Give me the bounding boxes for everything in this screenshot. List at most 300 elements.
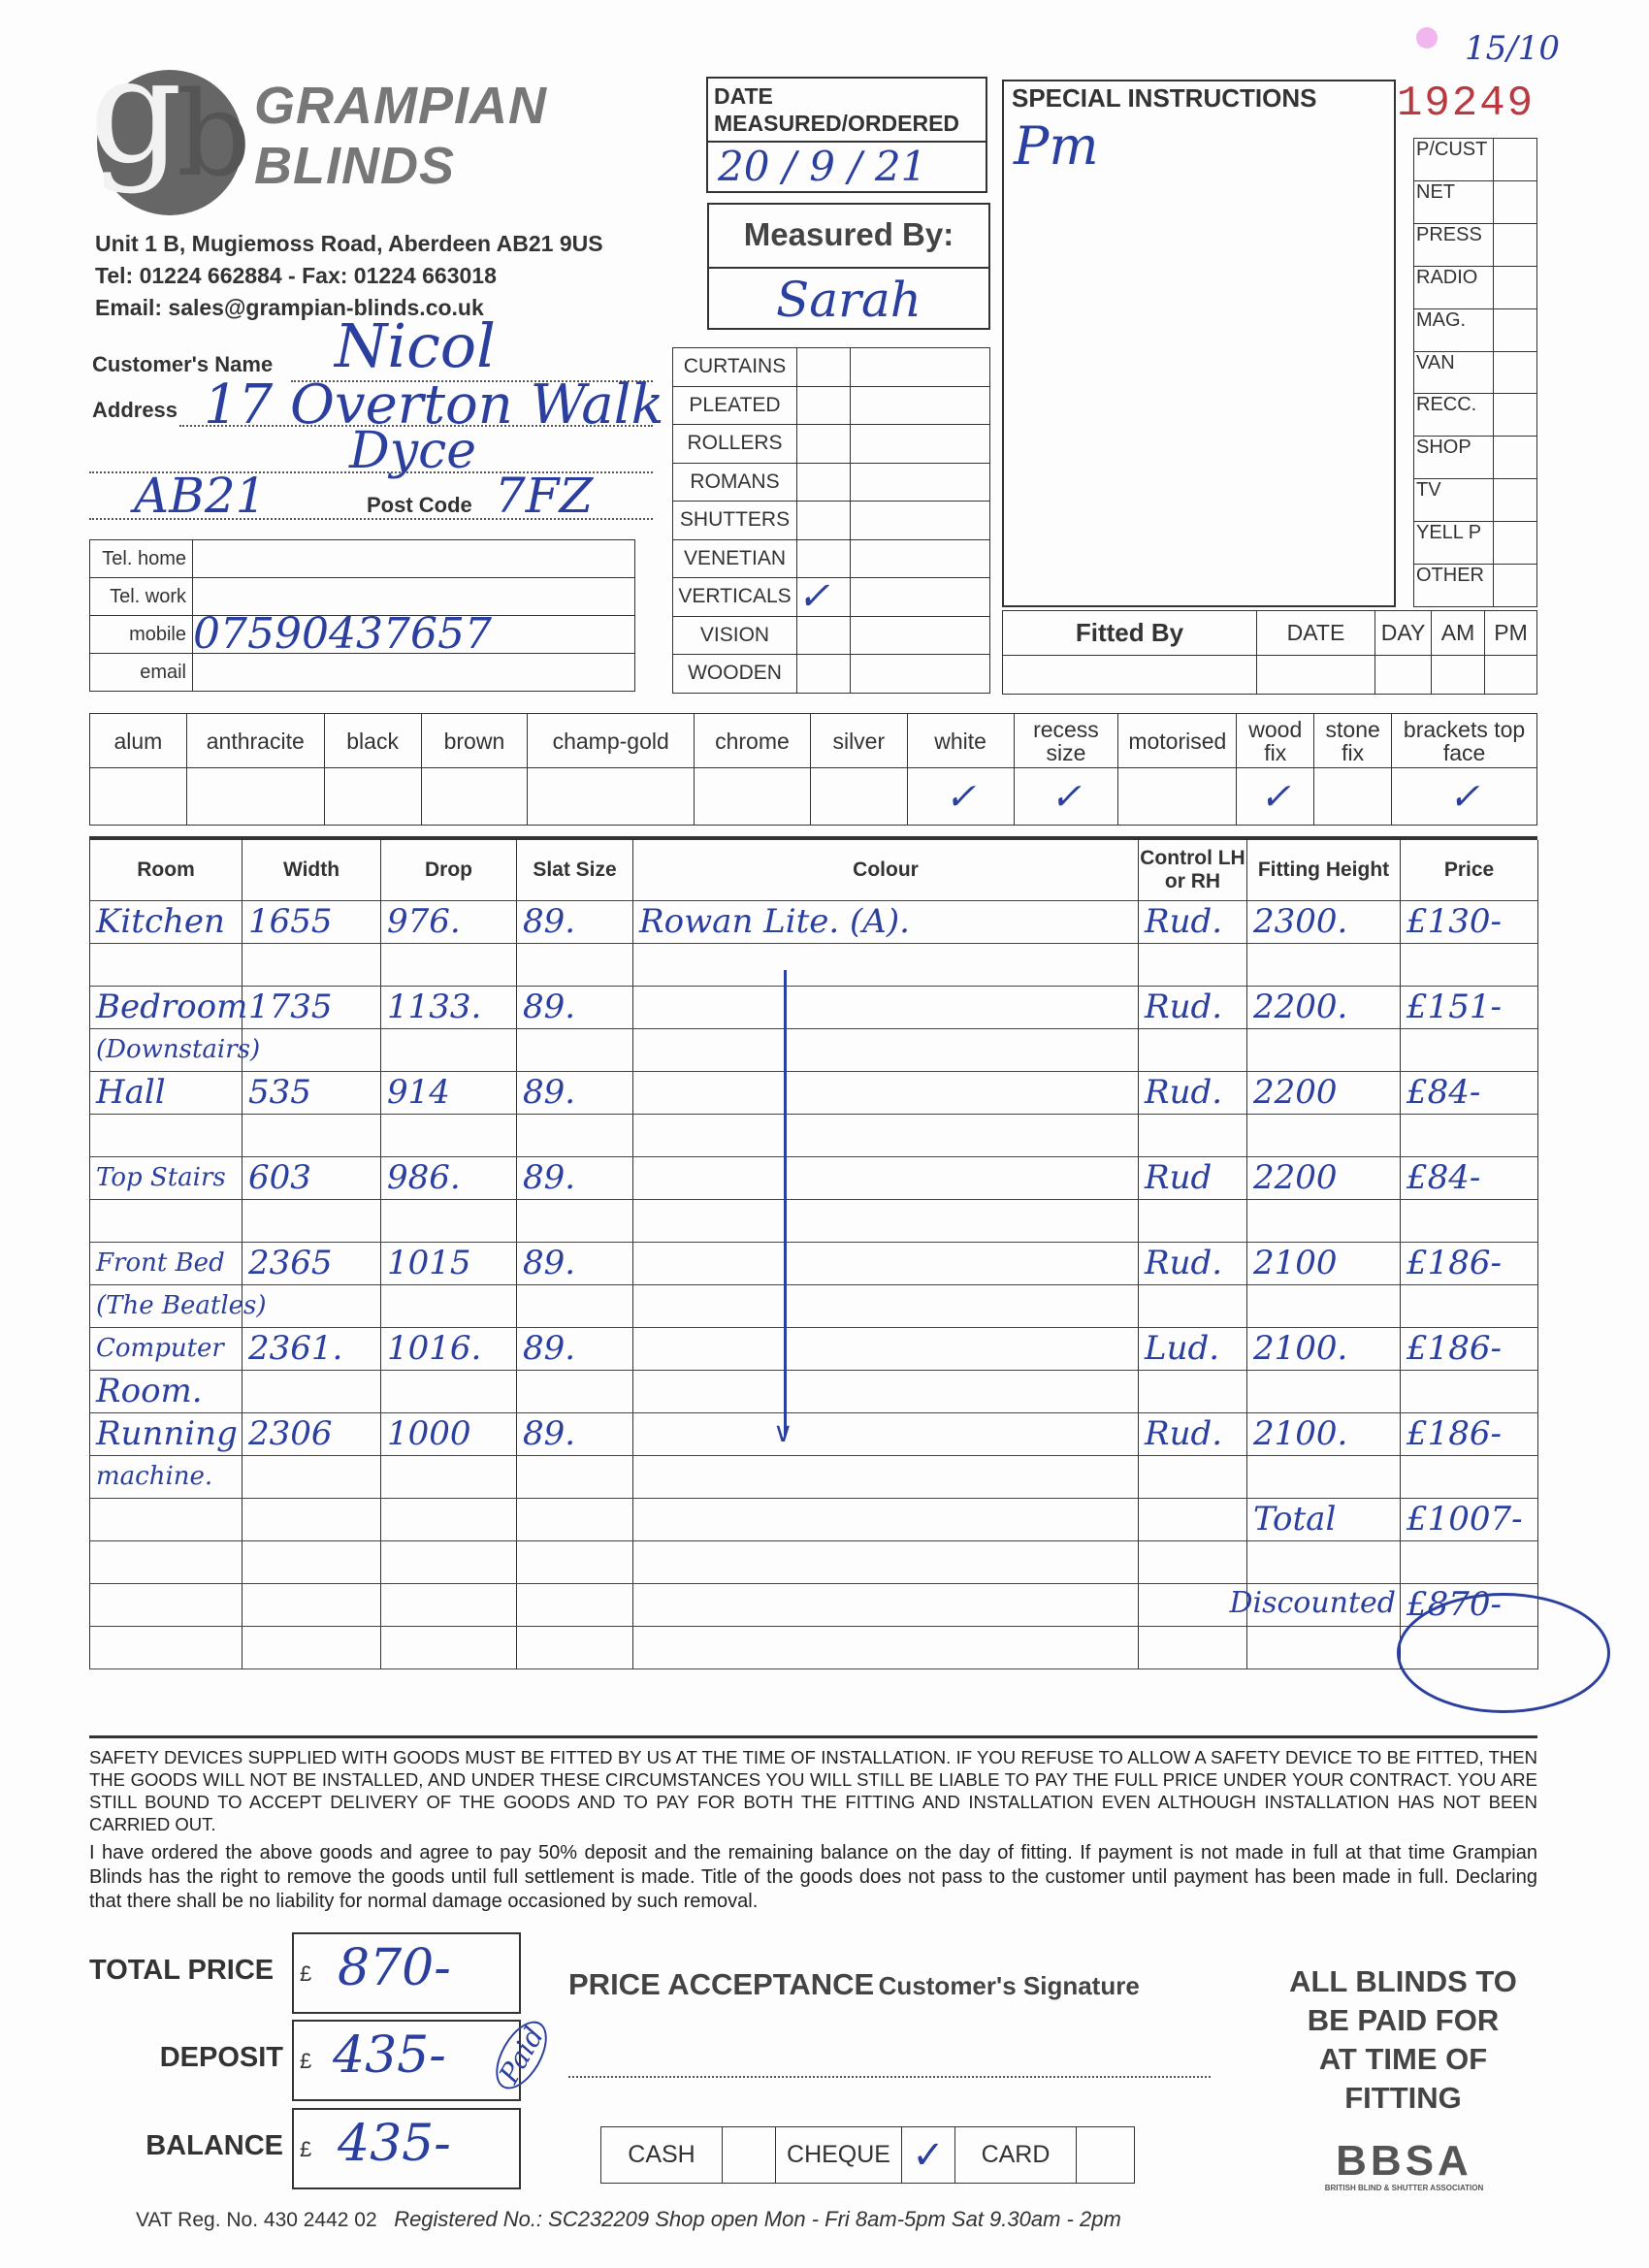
table-cell[interactable] xyxy=(381,1028,517,1071)
balance-value: 435- xyxy=(338,2115,451,2173)
table-cell[interactable] xyxy=(381,1284,517,1327)
lead-source-row xyxy=(1414,308,1537,351)
product-type-row xyxy=(673,425,990,464)
table-cell[interactable]: 535 xyxy=(242,1071,381,1114)
product-type-label: SHUTTERS xyxy=(673,502,797,540)
table-cell[interactable]: £84- xyxy=(1401,1156,1538,1199)
table-cell[interactable]: (The Beatles) xyxy=(90,1284,242,1327)
table-cell[interactable]: 89. xyxy=(517,1327,633,1370)
lead-source-row xyxy=(1414,139,1537,181)
fitted-date-label: DATE xyxy=(1257,611,1375,656)
table-cell[interactable] xyxy=(1247,943,1401,986)
product-type-label: WOODEN xyxy=(673,655,797,694)
table-cell[interactable] xyxy=(517,1199,633,1242)
table-cell[interactable] xyxy=(242,1540,381,1583)
lead-source-label: RADIO xyxy=(1414,266,1494,308)
table-cell[interactable] xyxy=(1401,1114,1538,1156)
table-cell[interactable] xyxy=(1139,1028,1247,1071)
table-cell[interactable]: 2200 xyxy=(1247,1156,1401,1199)
lead-source-row xyxy=(1414,394,1537,437)
lead-source-row xyxy=(1414,223,1537,266)
balance-field[interactable] xyxy=(292,2108,521,2189)
product-type-qty[interactable] xyxy=(851,463,990,502)
product-type-label: ROMANS xyxy=(673,463,797,502)
column-header: Control LH or RH xyxy=(1139,840,1247,900)
table-cell[interactable] xyxy=(633,1583,1139,1626)
fitted-by-field[interactable] xyxy=(1003,656,1257,695)
finish-option-checkbox[interactable] xyxy=(1314,768,1392,826)
product-type-row xyxy=(673,616,990,655)
table-cell[interactable] xyxy=(517,1028,633,1071)
notice-line: AT TIME OF xyxy=(1318,2042,1488,2076)
lead-source-label: PRESS xyxy=(1414,223,1494,266)
product-type-qty[interactable] xyxy=(851,425,990,464)
table-cell[interactable] xyxy=(633,1498,1139,1540)
lead-source-checkbox[interactable] xyxy=(1494,308,1537,351)
table-row xyxy=(90,1455,1538,1498)
table-cell[interactable]: Rud. xyxy=(1139,1242,1247,1284)
finish-option-checkbox[interactable]: ✓ xyxy=(907,768,1014,826)
table-cell[interactable]: 976. xyxy=(381,900,517,943)
product-type-qty[interactable] xyxy=(851,348,990,387)
lead-source-label: MAG. xyxy=(1414,308,1494,351)
contact-value[interactable] xyxy=(193,654,635,692)
table-cell[interactable] xyxy=(1401,1284,1538,1327)
lead-source-checkbox[interactable] xyxy=(1494,266,1537,308)
table-cell[interactable] xyxy=(1139,943,1247,986)
table-cell[interactable] xyxy=(517,1114,633,1156)
table-cell[interactable] xyxy=(1401,1455,1538,1498)
table-cell[interactable] xyxy=(381,1199,517,1242)
table-row xyxy=(90,1284,1538,1327)
table-cell[interactable] xyxy=(381,1370,517,1412)
postcode-suffix-value[interactable]: 7FZ xyxy=(495,468,594,524)
finish-options-table xyxy=(89,713,1544,826)
price-acceptance xyxy=(568,1967,1140,2002)
column-header: Drop xyxy=(381,840,517,900)
table-cell[interactable]: Computer xyxy=(90,1327,242,1370)
table-cell-text: Discounted xyxy=(1229,1585,1396,1620)
table-cell[interactable] xyxy=(90,943,242,986)
date-measured-value[interactable]: 20 / 9 / 21 xyxy=(718,143,927,190)
card-label: CARD xyxy=(955,2127,1077,2184)
signature-line[interactable] xyxy=(568,2076,1211,2078)
table-cell[interactable] xyxy=(517,1370,633,1412)
table-cell[interactable]: £186- xyxy=(1401,1412,1538,1455)
product-type-qty[interactable] xyxy=(851,502,990,540)
finish-option-checkbox[interactable]: ✓ xyxy=(1392,768,1537,826)
safety-disclaimer: SAFETY DEVICES SUPPLIED WITH GOODS MUST BE FITTED BY US AT THE TIME OF INSTALLATION. IF YOU REFUSE TO ALLOW A SAFETY DEVICE TO BE FITTED, THEN THE GOODS WILL NOT BE INSTALLED, AND UNDER THESE CIRCUMSTANCES YOU WILL STILL BE LIABLE TO PAY THE FULL PRICE UNDER YOUR CONTRACT. YOU ARE STILL BOUND TO ACCEPT DELIVERY OF THE GOODS AND TO PAY FOR BOTH THE FITTING AND INSTALLATION EVEN ALTHOUGH INSTALLATION HAS NOT BEEN CARRIED OUT. xyxy=(89,1747,1537,1834)
table-cell[interactable] xyxy=(381,1540,517,1583)
table-cell[interactable] xyxy=(517,1583,633,1626)
table-cell[interactable]: Front Bed xyxy=(90,1242,242,1284)
logo-letter-b: b xyxy=(177,68,251,203)
table-cell[interactable] xyxy=(90,1626,242,1669)
address-line1-value[interactable]: 17 Overton Walk xyxy=(204,373,664,437)
product-type-checkbox[interactable] xyxy=(797,616,851,655)
contact-label: Tel. work xyxy=(90,578,193,616)
product-type-checkbox[interactable] xyxy=(797,386,851,425)
finish-option-label: brown xyxy=(421,714,528,768)
table-cell[interactable] xyxy=(1401,1540,1538,1583)
contact-value[interactable]: 07590437657 xyxy=(193,616,635,654)
product-type-qty[interactable] xyxy=(851,578,990,617)
table-cell[interactable]: Top Stairs xyxy=(90,1156,242,1199)
table-cell[interactable]: 986. xyxy=(381,1156,517,1199)
finish-option-checkbox[interactable] xyxy=(324,768,421,826)
finish-option-label: anthracite xyxy=(186,714,324,768)
table-cell[interactable] xyxy=(633,1242,1139,1284)
finish-option-label: stone fix xyxy=(1314,714,1392,768)
table-cell[interactable]: 2200 xyxy=(1247,1071,1401,1114)
lead-source-row xyxy=(1414,437,1537,479)
measured-by-label: Measured By: xyxy=(709,205,988,269)
table-cell[interactable] xyxy=(381,1498,517,1540)
company-email: Email: sales@grampian-blinds.co.uk xyxy=(95,295,484,320)
table-cell[interactable] xyxy=(90,1114,242,1156)
table-cell[interactable] xyxy=(381,1455,517,1498)
lead-source-row xyxy=(1414,522,1537,565)
product-type-checkbox[interactable] xyxy=(797,655,851,694)
table-cell[interactable] xyxy=(1229,1583,1401,1626)
table-cell[interactable]: Lud. xyxy=(1139,1327,1247,1370)
table-cell[interactable] xyxy=(1247,1284,1401,1327)
table-cell[interactable]: Rud xyxy=(1139,1156,1247,1199)
table-cell[interactable]: 1015 xyxy=(381,1242,517,1284)
table-cell[interactable]: Bedroom xyxy=(90,986,242,1028)
cash-checkbox[interactable] xyxy=(723,2127,776,2184)
currency-symbol: £ xyxy=(300,2137,312,2161)
table-cell[interactable]: 1133. xyxy=(381,986,517,1028)
table-cell[interactable] xyxy=(517,1284,633,1327)
table-cell[interactable] xyxy=(633,1284,1139,1327)
product-type-checkbox[interactable] xyxy=(797,348,851,387)
table-cell[interactable] xyxy=(517,1626,633,1669)
product-type-qty[interactable] xyxy=(851,655,990,694)
order-number: 19249 xyxy=(1397,80,1536,128)
table-cell[interactable]: £186- xyxy=(1401,1242,1538,1284)
table-cell[interactable] xyxy=(242,943,381,986)
special-instructions-value[interactable]: Pm xyxy=(1014,115,1099,177)
company-name-line1: GRAMPIAN xyxy=(254,77,547,135)
table-cell[interactable]: 2200. xyxy=(1247,986,1401,1028)
table-cell[interactable] xyxy=(633,1156,1139,1199)
table-cell[interactable] xyxy=(1401,1370,1538,1412)
table-cell[interactable] xyxy=(90,1583,242,1626)
table-row xyxy=(90,1199,1538,1242)
total-price-field[interactable] xyxy=(292,1932,521,2014)
customer-name-label: Customer's Name xyxy=(92,352,274,376)
table-row xyxy=(90,1498,1538,1540)
table-cell[interactable] xyxy=(90,1540,242,1583)
table-cell[interactable]: 2100. xyxy=(1247,1327,1401,1370)
table-cell[interactable] xyxy=(1139,1284,1247,1327)
product-type-checkbox[interactable] xyxy=(797,502,851,540)
cheque-card-checkbox[interactable]: ✓ xyxy=(902,2127,955,2184)
finish-option-checkbox[interactable] xyxy=(186,768,324,826)
finish-option-label: motorised xyxy=(1118,714,1237,768)
table-cell[interactable]: Room. xyxy=(90,1370,242,1412)
table-cell[interactable]: 2100 xyxy=(1247,1242,1401,1284)
table-cell[interactable] xyxy=(242,1370,381,1412)
table-cell[interactable] xyxy=(242,1199,381,1242)
postcode-prefix-value[interactable]: AB21 xyxy=(134,468,267,524)
fitted-am-field[interactable] xyxy=(1432,656,1485,695)
lead-source-checkbox[interactable] xyxy=(1494,437,1537,479)
table-cell[interactable]: Rud. xyxy=(1139,900,1247,943)
table-cell[interactable] xyxy=(242,1583,381,1626)
table-cell[interactable]: Rowan Lite. (A). xyxy=(633,900,1139,943)
measured-ordered-label: MEASURED/ORDERED xyxy=(714,111,960,136)
table-cell[interactable]: 2100. xyxy=(1247,1412,1401,1455)
column-header: Colour xyxy=(633,840,1139,900)
table-row xyxy=(90,943,1538,986)
table-cell[interactable]: 1735 xyxy=(242,986,381,1028)
table-cell[interactable] xyxy=(1139,1540,1247,1583)
balance-label: BALANCE xyxy=(146,2130,283,2161)
product-type-label: VISION xyxy=(673,616,797,655)
table-cell[interactable]: Running xyxy=(90,1412,242,1455)
finish-option-label: white xyxy=(907,714,1014,768)
table-cell[interactable] xyxy=(1401,1028,1538,1071)
table-cell[interactable]: 2365 xyxy=(242,1242,381,1284)
table-cell[interactable] xyxy=(1247,1114,1401,1156)
column-header: Fitting Height xyxy=(1247,840,1401,900)
table-cell[interactable]: £151- xyxy=(1401,986,1538,1028)
lead-source-table xyxy=(1413,138,1537,607)
address-line2-value[interactable]: Dyce xyxy=(349,422,476,480)
table-cell[interactable] xyxy=(633,1114,1139,1156)
product-type-table xyxy=(672,347,990,694)
company-name-line2: BLINDS xyxy=(254,137,455,195)
deposit-paid-note: Paid xyxy=(486,2013,558,2097)
table-cell[interactable] xyxy=(633,1071,1139,1114)
signature-label: Customer's Signature xyxy=(878,1971,1140,2000)
logo-letter-g: g xyxy=(89,27,183,196)
deposit-label: DEPOSIT xyxy=(159,2042,283,2073)
discount-circle xyxy=(1397,1593,1610,1713)
table-cell[interactable] xyxy=(381,1583,517,1626)
table-cell[interactable] xyxy=(90,1498,242,1540)
finish-option-checkbox[interactable] xyxy=(695,768,811,826)
product-type-row xyxy=(673,463,990,502)
lead-source-row xyxy=(1414,180,1537,223)
table-cell[interactable] xyxy=(242,1626,381,1669)
table-cell[interactable] xyxy=(633,1199,1139,1242)
table-cell[interactable] xyxy=(242,1114,381,1156)
table-cell[interactable] xyxy=(1139,1498,1247,1540)
fitted-day-field[interactable] xyxy=(1375,656,1432,695)
table-cell[interactable] xyxy=(1139,1199,1247,1242)
product-type-checkbox[interactable] xyxy=(797,463,851,502)
deposit-field[interactable] xyxy=(292,2020,551,2101)
pink-dot xyxy=(1416,27,1438,49)
table-cell[interactable] xyxy=(1139,1114,1247,1156)
table-cell[interactable] xyxy=(633,1370,1139,1412)
finish-option-checkbox[interactable] xyxy=(1118,768,1237,826)
lead-source-checkbox[interactable] xyxy=(1494,479,1537,522)
table-cell[interactable]: Total xyxy=(1247,1498,1401,1540)
table-cell[interactable]: 89. xyxy=(517,1156,633,1199)
table-cell[interactable] xyxy=(381,1114,517,1156)
table-cell[interactable]: 89. xyxy=(517,1071,633,1114)
contact-label: mobile xyxy=(90,616,193,654)
table-cell[interactable] xyxy=(1247,1626,1401,1669)
table-cell[interactable] xyxy=(1247,1199,1401,1242)
product-type-checkbox[interactable]: ✓ xyxy=(797,578,851,617)
table-cell[interactable]: £84- xyxy=(1401,1071,1538,1114)
fitted-date-field[interactable] xyxy=(1257,656,1375,695)
contact-row xyxy=(90,616,635,654)
finish-option-label: chrome xyxy=(695,714,811,768)
table-cell[interactable]: £1007- xyxy=(1401,1498,1538,1540)
total-price-label: TOTAL PRICE xyxy=(89,1955,275,1986)
table-cell[interactable]: 89. xyxy=(517,1412,633,1455)
table-cell[interactable]: Rud. xyxy=(1139,1071,1247,1114)
notice-line: BE PAID FOR xyxy=(1307,2003,1500,2037)
customer-name-value[interactable]: Nicol xyxy=(335,310,496,381)
lead-source-checkbox[interactable] xyxy=(1494,565,1537,607)
product-type-row xyxy=(673,348,990,387)
table-cell[interactable]: £130- xyxy=(1401,900,1538,943)
product-type-qty[interactable] xyxy=(851,616,990,655)
table-row xyxy=(90,1071,1538,1114)
contact-row xyxy=(90,654,635,692)
table-cell[interactable]: £870- xyxy=(1401,1583,1538,1626)
table-cell[interactable]: (Downstairs) xyxy=(90,1028,242,1071)
table-cell[interactable] xyxy=(90,1199,242,1242)
table-cell[interactable] xyxy=(1401,1199,1538,1242)
finish-option-checkbox[interactable]: ✓ xyxy=(1237,768,1314,826)
table-cell[interactable] xyxy=(517,1498,633,1540)
fitted-pm-field[interactable] xyxy=(1485,656,1537,695)
card-checkbox[interactable] xyxy=(1077,2127,1135,2184)
table-cell[interactable] xyxy=(517,943,633,986)
table-cell[interactable] xyxy=(633,986,1139,1028)
table-cell[interactable] xyxy=(381,1626,517,1669)
table-row xyxy=(90,1327,1538,1370)
table-cell[interactable] xyxy=(633,1455,1139,1498)
table-cell[interactable] xyxy=(633,1028,1139,1071)
table-cell[interactable] xyxy=(633,1327,1139,1370)
table-cell[interactable]: 914 xyxy=(381,1071,517,1114)
table-cell[interactable] xyxy=(633,1626,1139,1669)
table-cell[interactable]: 1000 xyxy=(381,1412,517,1455)
table-cell[interactable] xyxy=(633,943,1139,986)
lead-source-checkbox[interactable] xyxy=(1494,522,1537,565)
table-cell[interactable] xyxy=(633,1412,1139,1455)
contact-value[interactable] xyxy=(193,540,635,578)
table-cell[interactable] xyxy=(381,943,517,986)
bbsa-logo-text: BBSA xyxy=(1336,2137,1472,2185)
table-cell[interactable]: 89. xyxy=(517,1242,633,1284)
table-cell[interactable]: Rud. xyxy=(1139,986,1247,1028)
lead-source-checkbox[interactable] xyxy=(1494,139,1537,181)
table-cell[interactable] xyxy=(242,1284,381,1327)
lead-source-label: P/CUST xyxy=(1414,139,1494,181)
table-cell[interactable]: £186- xyxy=(1401,1327,1538,1370)
special-instructions-label: SPECIAL INSTRUCTIONS xyxy=(1012,83,1317,113)
lead-source-checkbox[interactable] xyxy=(1494,223,1537,266)
table-cell[interactable] xyxy=(1247,1028,1401,1071)
notice-line: ALL BLINDS TO xyxy=(1289,1964,1517,1998)
table-cell[interactable] xyxy=(517,1455,633,1498)
cash-label: CASH xyxy=(601,2127,723,2184)
table-cell[interactable] xyxy=(242,1028,381,1071)
cheque-label: CHEQUE xyxy=(776,2127,902,2184)
product-type-qty[interactable] xyxy=(851,386,990,425)
table-cell[interactable]: 1655 xyxy=(242,900,381,943)
product-type-label: VENETIAN xyxy=(673,539,797,578)
table-cell[interactable] xyxy=(1139,1370,1247,1412)
table-row xyxy=(90,1626,1538,1669)
table-cell[interactable] xyxy=(1247,1370,1401,1412)
table-cell[interactable]: 2361. xyxy=(242,1327,381,1370)
table-cell[interactable]: 89. xyxy=(517,986,633,1028)
column-header: Slat Size xyxy=(517,840,633,900)
table-cell[interactable] xyxy=(242,1455,381,1498)
table-cell[interactable]: 89. xyxy=(517,900,633,943)
product-type-checkbox[interactable] xyxy=(797,425,851,464)
table-cell[interactable]: 1016. xyxy=(381,1327,517,1370)
table-cell[interactable]: Kitchen xyxy=(90,900,242,943)
product-type-row xyxy=(673,502,990,540)
finish-option-checkbox[interactable] xyxy=(421,768,528,826)
contact-row xyxy=(90,540,635,578)
product-type-qty[interactable] xyxy=(851,539,990,578)
measured-by-value[interactable]: Sarah xyxy=(776,272,922,328)
table-cell[interactable] xyxy=(517,1540,633,1583)
table-cell[interactable]: Rud. xyxy=(1139,1412,1247,1455)
address-label: Address xyxy=(92,398,178,422)
table-row xyxy=(90,1114,1538,1156)
table-cell[interactable] xyxy=(242,1498,381,1540)
table-cell[interactable] xyxy=(633,1540,1139,1583)
table-cell[interactable]: Hall xyxy=(90,1071,242,1114)
company-address: Unit 1 B, Mugiemoss Road, Aberdeen AB21 9US xyxy=(95,231,603,256)
lead-source-checkbox[interactable] xyxy=(1494,351,1537,394)
product-type-row xyxy=(673,578,990,617)
finish-option-checkbox[interactable] xyxy=(90,768,187,826)
table-cell[interactable]: machine. xyxy=(90,1455,242,1498)
total-price-value: 870- xyxy=(338,1939,451,1997)
lead-source-label: NET xyxy=(1414,180,1494,223)
footer xyxy=(136,2207,1121,2232)
table-cell[interactable]: 603 xyxy=(242,1156,381,1199)
finish-option-checkbox[interactable] xyxy=(528,768,695,826)
table-cell[interactable]: 2300. xyxy=(1247,900,1401,943)
table-cell[interactable] xyxy=(1247,1540,1401,1583)
product-type-label: PLEATED xyxy=(673,386,797,425)
table-cell[interactable]: 2306 xyxy=(242,1412,381,1455)
lead-source-checkbox[interactable] xyxy=(1494,180,1537,223)
table-cell[interactable] xyxy=(1139,1455,1247,1498)
table-cell[interactable] xyxy=(1247,1455,1401,1498)
product-type-checkbox[interactable] xyxy=(797,539,851,578)
price-acceptance-title: PRICE ACCEPTANCE xyxy=(568,1967,875,2001)
table-cell[interactable] xyxy=(1401,943,1538,986)
product-type-label: CURTAINS xyxy=(673,348,797,387)
fitted-day-label: DAY xyxy=(1375,611,1432,656)
table-cell[interactable] xyxy=(1139,1626,1247,1669)
fitted-by-label: Fitted By xyxy=(1003,611,1257,656)
lead-source-checkbox[interactable] xyxy=(1494,394,1537,437)
finish-option-checkbox[interactable] xyxy=(810,768,907,826)
fitted-by-table xyxy=(1002,610,1537,695)
corner-note: 15/10 xyxy=(1465,29,1560,68)
finish-option-checkbox[interactable]: ✓ xyxy=(1014,768,1118,826)
product-type-label: ROLLERS xyxy=(673,425,797,464)
